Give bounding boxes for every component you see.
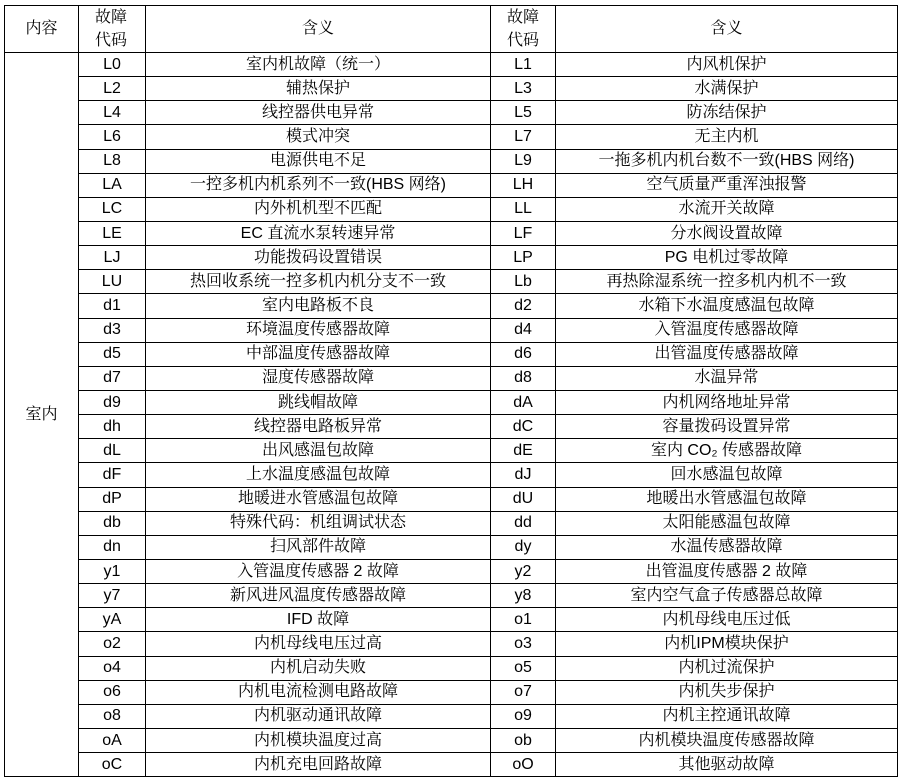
fault-meaning-cell: 内机启动失败	[146, 656, 491, 680]
fault-meaning-cell: 功能拨码设置错误	[146, 246, 491, 270]
fault-code-cell: dy	[491, 535, 556, 559]
fault-meaning-cell: 容量拨码设置异常	[556, 415, 898, 439]
fault-meaning-cell: 分水阀设置故障	[556, 221, 898, 245]
table-row	[5, 608, 898, 632]
fault-code-cell: dP	[79, 487, 146, 511]
fault-code-cell: o8	[79, 704, 146, 728]
fault-meaning-cell: 入管温度传感器 2 故障	[146, 559, 491, 583]
fault-code-cell: d8	[491, 366, 556, 390]
fault-code-cell: y1	[79, 559, 146, 583]
fault-code-cell: y2	[491, 559, 556, 583]
table-row	[5, 559, 898, 583]
fault-code-cell: LH	[491, 173, 556, 197]
fault-code-cell: LC	[79, 197, 146, 221]
fault-meaning-cell: 湿度传感器故障	[146, 366, 491, 390]
fault-meaning-cell: 地暖出水管感温包故障	[556, 487, 898, 511]
fault-code-cell: d7	[79, 366, 146, 390]
fault-meaning-cell: 内外机机型不匹配	[146, 197, 491, 221]
fault-code-cell: L1	[491, 53, 556, 77]
fault-meaning-cell: 内机失步保护	[556, 680, 898, 704]
fault-code-cell: ob	[491, 728, 556, 752]
fault-code-cell: LJ	[79, 246, 146, 270]
fault-code-cell: oA	[79, 728, 146, 752]
fault-meaning-cell: 线控器供电异常	[146, 101, 491, 125]
header-fault-code-right-label: 故障代码	[507, 9, 540, 49]
fault-code-cell: dd	[491, 511, 556, 535]
fault-meaning-cell: 太阳能感温包故障	[556, 511, 898, 535]
fault-meaning-cell: 内机主控通讯故障	[556, 704, 898, 728]
table-row	[5, 390, 898, 414]
fault-meaning-cell: 地暖进水管感温包故障	[146, 487, 491, 511]
fault-meaning-cell: 内机模块温度传感器故障	[556, 728, 898, 752]
fault-meaning-cell: 入管温度传感器故障	[556, 318, 898, 342]
fault-code-cell: LL	[491, 197, 556, 221]
fault-meaning-cell: 上水温度感温包故障	[146, 463, 491, 487]
fault-code-cell: oC	[79, 753, 146, 777]
fault-meaning-cell: 无主内机	[556, 125, 898, 149]
fault-code-cell: d1	[79, 294, 146, 318]
category-cell: 室内	[5, 53, 79, 777]
fault-code-cell: LF	[491, 221, 556, 245]
fault-meaning-cell: 水满保护	[556, 77, 898, 101]
fault-meaning-cell: 水箱下水温度感温包故障	[556, 294, 898, 318]
table-row	[5, 173, 898, 197]
table-row	[5, 221, 898, 245]
fault-meaning-cell: PG 电机过零故障	[556, 246, 898, 270]
fault-meaning-cell: 回水感温包故障	[556, 463, 898, 487]
fault-code-cell: db	[79, 511, 146, 535]
fault-code-cell: d3	[79, 318, 146, 342]
fault-meaning-cell: 热回收系统一控多机内机分支不一致	[146, 270, 491, 294]
fault-code-cell: y7	[79, 584, 146, 608]
fault-meaning-cell: 再热除湿系统一控多机内机不一致	[556, 270, 898, 294]
fault-code-cell: dJ	[491, 463, 556, 487]
fault-meaning-cell: 电源供电不足	[146, 149, 491, 173]
fault-meaning-cell: 出管温度传感器 2 故障	[556, 559, 898, 583]
header-content: 内容	[5, 6, 79, 53]
table-body	[5, 53, 898, 777]
fault-meaning-cell: 室内 CO₂ 传感器故障	[556, 439, 898, 463]
table-row	[5, 77, 898, 101]
fault-meaning-cell: 内机IPM模块保护	[556, 632, 898, 656]
fault-meaning-cell: 水温传感器故障	[556, 535, 898, 559]
table-row	[5, 704, 898, 728]
header-fault-code-left-label: 故障代码	[95, 9, 128, 49]
fault-meaning-cell: 辅热保护	[146, 77, 491, 101]
table-row	[5, 535, 898, 559]
fault-meaning-cell: 内机驱动通讯故障	[146, 704, 491, 728]
table-row	[5, 342, 898, 366]
table-row	[5, 511, 898, 535]
fault-meaning-cell: 内机充电回路故障	[146, 753, 491, 777]
table-row	[5, 270, 898, 294]
fault-code-cell: o3	[491, 632, 556, 656]
table-row	[5, 753, 898, 777]
fault-meaning-cell: 内机模块温度过高	[146, 728, 491, 752]
fault-code-cell: o4	[79, 656, 146, 680]
table-row	[5, 101, 898, 125]
fault-meaning-cell: 室内机故障（统一）	[146, 53, 491, 77]
fault-meaning-cell: IFD 故障	[146, 608, 491, 632]
fault-code-cell: dE	[491, 439, 556, 463]
fault-meaning-cell: 水温异常	[556, 366, 898, 390]
fault-meaning-cell: 中部温度传感器故障	[146, 342, 491, 366]
fault-meaning-cell: 模式冲突	[146, 125, 491, 149]
fault-code-cell: o1	[491, 608, 556, 632]
fault-code-cell: LU	[79, 270, 146, 294]
fault-code-cell: L6	[79, 125, 146, 149]
fault-code-cell: L8	[79, 149, 146, 173]
fault-code-cell: L2	[79, 77, 146, 101]
fault-code-cell: o6	[79, 680, 146, 704]
fault-meaning-cell: 一拖多机内机台数不一致(HBS 网络)	[556, 149, 898, 173]
fault-code-cell: d4	[491, 318, 556, 342]
table-row	[5, 584, 898, 608]
fault-code-cell: o7	[491, 680, 556, 704]
fault-meaning-cell: 跳线帽故障	[146, 390, 491, 414]
table-row	[5, 632, 898, 656]
table-row	[5, 125, 898, 149]
header-meaning-left: 含义	[146, 6, 491, 53]
table-row	[5, 656, 898, 680]
fault-meaning-cell: 室内电路板不良	[146, 294, 491, 318]
fault-code-cell: dL	[79, 439, 146, 463]
fault-code-cell: d9	[79, 390, 146, 414]
table-row	[5, 463, 898, 487]
fault-code-cell: dC	[491, 415, 556, 439]
fault-meaning-cell: 内机母线电压过低	[556, 608, 898, 632]
fault-meaning-cell: 室内空气盒子传感器总故障	[556, 584, 898, 608]
fault-meaning-cell: 防冻结保护	[556, 101, 898, 125]
fault-code-cell: LA	[79, 173, 146, 197]
header-row	[5, 6, 898, 53]
table-row	[5, 318, 898, 342]
fault-meaning-cell: 环境温度传感器故障	[146, 318, 491, 342]
fault-meaning-cell: 内机电流检测电路故障	[146, 680, 491, 704]
table-row	[5, 53, 898, 77]
table-header	[5, 6, 898, 53]
table-row	[5, 680, 898, 704]
fault-meaning-cell: 内机网络地址异常	[556, 390, 898, 414]
fault-code-cell: o2	[79, 632, 146, 656]
fault-code-cell: L0	[79, 53, 146, 77]
header-meaning-right: 含义	[556, 6, 898, 53]
fault-meaning-cell: 新风进风温度传感器故障	[146, 584, 491, 608]
fault-meaning-cell: EC 直流水泵转速异常	[146, 221, 491, 245]
fault-code-table	[4, 5, 898, 777]
table-row	[5, 487, 898, 511]
fault-code-cell: y8	[491, 584, 556, 608]
fault-code-cell: dA	[491, 390, 556, 414]
fault-meaning-cell: 内风机保护	[556, 53, 898, 77]
fault-meaning-cell: 出管温度传感器故障	[556, 342, 898, 366]
header-fault-code-right	[491, 6, 556, 53]
fault-code-cell: Lb	[491, 270, 556, 294]
table-row	[5, 294, 898, 318]
fault-code-cell: dn	[79, 535, 146, 559]
fault-meaning-cell: 其他驱动故障	[556, 753, 898, 777]
fault-code-cell: dh	[79, 415, 146, 439]
table-row	[5, 415, 898, 439]
fault-meaning-cell: 内机过流保护	[556, 656, 898, 680]
fault-code-cell: d2	[491, 294, 556, 318]
fault-code-cell: L7	[491, 125, 556, 149]
fault-code-cell: L5	[491, 101, 556, 125]
fault-code-cell: o5	[491, 656, 556, 680]
header-fault-code-left	[79, 6, 146, 53]
fault-code-cell: d5	[79, 342, 146, 366]
fault-meaning-cell: 水流开关故障	[556, 197, 898, 221]
fault-code-cell: L9	[491, 149, 556, 173]
fault-meaning-cell: 扫风部件故障	[146, 535, 491, 559]
table-row	[5, 149, 898, 173]
fault-code-cell: dU	[491, 487, 556, 511]
table-row	[5, 197, 898, 221]
fault-code-cell: yA	[79, 608, 146, 632]
fault-code-cell: L4	[79, 101, 146, 125]
table-row	[5, 728, 898, 752]
table-row	[5, 366, 898, 390]
fault-meaning-cell: 出风感温包故障	[146, 439, 491, 463]
fault-meaning-cell: 线控器电路板异常	[146, 415, 491, 439]
fault-meaning-cell: 内机母线电压过高	[146, 632, 491, 656]
fault-meaning-cell: 一控多机内机系列不一致(HBS 网络)	[146, 173, 491, 197]
table-row	[5, 246, 898, 270]
fault-code-cell: d6	[491, 342, 556, 366]
fault-code-cell: oO	[491, 753, 556, 777]
fault-code-cell: LP	[491, 246, 556, 270]
fault-meaning-cell: 特殊代码：机组调试状态	[146, 511, 491, 535]
fault-code-cell: L3	[491, 77, 556, 101]
table-row	[5, 439, 898, 463]
fault-meaning-cell: 空气质量严重浑浊报警	[556, 173, 898, 197]
fault-code-cell: dF	[79, 463, 146, 487]
fault-code-cell: o9	[491, 704, 556, 728]
fault-code-cell: LE	[79, 221, 146, 245]
